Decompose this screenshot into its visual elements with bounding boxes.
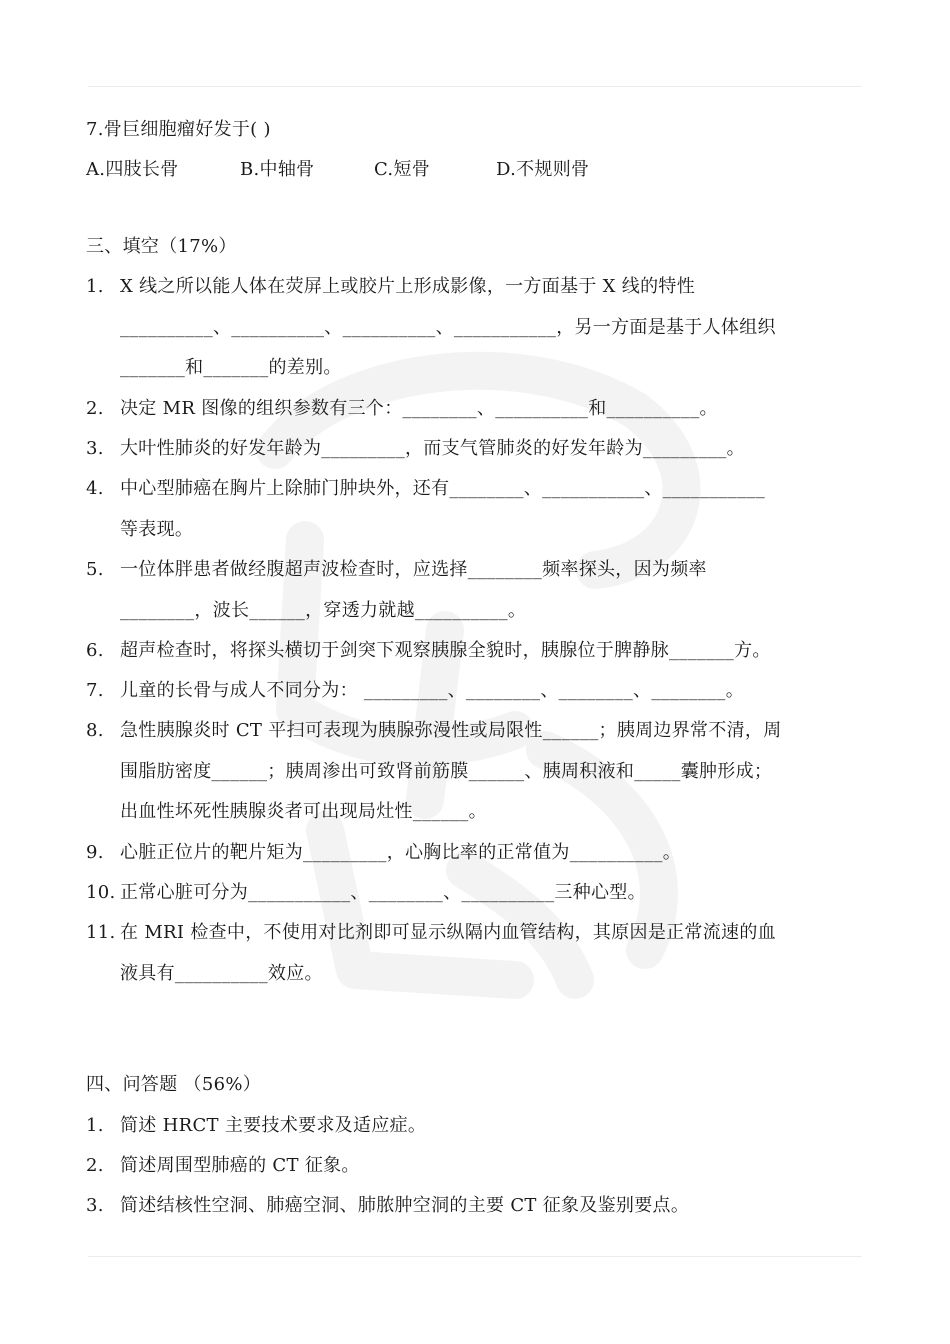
item-number: 5. (86, 559, 104, 580)
item-8-line-3: 出血性坏死性胰腺炎者可出现局灶性______。 (120, 801, 487, 822)
item-1-line-3: _______和_______的差别。 (120, 357, 342, 378)
item-11-line-2: 液具有__________效应。 (120, 963, 323, 984)
essay-question-3: 简述结核性空洞、肺癌空洞、肺脓肿空洞的主要 CT 征象及鉴别要点。 (120, 1195, 690, 1216)
item-number: 10. (86, 882, 116, 903)
item-2-line-1: 决定 MR 图像的组织参数有三个：________、__________和__________。 (120, 398, 718, 419)
item-3-line-1: 大叶性肺炎的好发年龄为_________，而支气管肺炎的好发年龄为_________。 (120, 438, 745, 459)
item-number: 11. (86, 922, 116, 943)
item-number: 2. (86, 398, 104, 419)
essay-question-2: 简述周围型肺癌的 CT 征象。 (120, 1155, 360, 1176)
option-c: C.短骨 (374, 159, 431, 180)
item-6-line-1: 超声检查时，将探头横切于剑突下观察胰腺全貌时，胰腺位于脾静脉_______方。 (120, 640, 771, 661)
item-11-line-1: 在 MRI 检查中，不使用对比剂即可显示纵隔内血管结构，其原因是正常流速的血 (120, 922, 776, 943)
item-4-line-1: 中心型肺癌在胸片上除肺门肿块外，还有________、___________、___________ (120, 478, 765, 499)
section-3-title: 三、填空（17%） (86, 236, 237, 257)
item-number: 6. (86, 640, 104, 661)
footer-rule (88, 1256, 862, 1257)
item-number: 2. (86, 1155, 104, 1176)
item-9-line-1: 心脏正位片的靶片矩为_________，心胸比率的正常值为__________。 (120, 842, 681, 863)
item-number: 3. (86, 1195, 104, 1216)
section-4-title: 四、问答题 （56%） (86, 1074, 262, 1095)
item-number: 4. (86, 478, 104, 499)
item-number: 1. (86, 276, 104, 297)
question-7: 7.骨巨细胞瘤好发于( ) (86, 119, 271, 140)
header-rule (88, 86, 862, 87)
item-number: 9. (86, 842, 104, 863)
option-d: D.不规则骨 (496, 159, 590, 180)
item-5-line-1: 一位体胖患者做经腹超声波检查时，应选择________频率探头，因为频率 (120, 559, 707, 580)
item-5-line-2: ________，波长______，穿透力就越__________。 (120, 600, 527, 621)
option-b: B.中轴骨 (240, 159, 315, 180)
item-number: 1. (86, 1115, 104, 1136)
item-number: 3. (86, 438, 104, 459)
item-8-line-2: 围脂肪密度______；胰周渗出可致肾前筋膜______、胰周积液和_____囊肿形成； (120, 761, 773, 782)
item-1-line-2: __________、__________、__________、___________，另一方面是基于人体组织 (120, 317, 776, 338)
item-10-line-1: 正常心脏可分为___________、________、__________三种心型。 (120, 882, 646, 903)
item-8-line-1: 急性胰腺炎时 CT 平扫可表现为胰腺弥漫性或局限性______；胰周边界常不清，周 (120, 720, 782, 741)
essay-question-1: 简述 HRCT 主要技术要求及适应症。 (120, 1115, 427, 1136)
item-4-line-2: 等表现。 (120, 519, 194, 540)
item-1-line-1: X 线之所以能人体在荧屏上或胶片上形成影像，一方面基于 X 线的特性 (120, 276, 695, 297)
item-number: 8. (86, 720, 104, 741)
item-7-line-1: 儿童的长骨与成人不同分为： _________、________、________、________。 (120, 680, 745, 701)
option-a: A.四肢长骨 (86, 159, 179, 180)
item-number: 7. (86, 680, 104, 701)
